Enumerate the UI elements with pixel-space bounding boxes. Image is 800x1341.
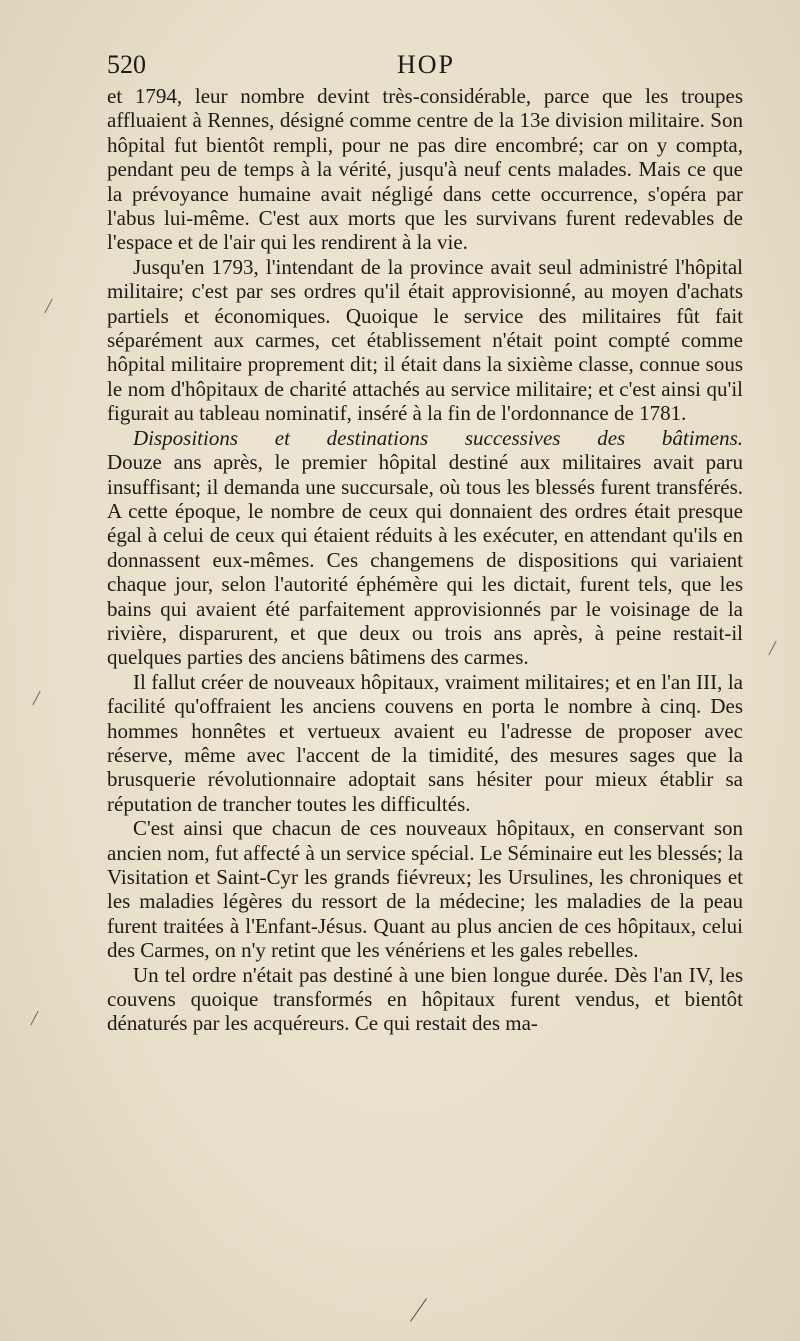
page-number: 520 — [107, 50, 146, 79]
paragraph: Douze ans après, le premier hôpital destiné aux militaires avait paru insuffisant; il demanda une succursale, où tous les blessés furent transférés. A cette époque, le nombre de ceux qui donnaient des ordres était presque égal à celui de ceux qui étaient réduits à les exécuter, en attendant qu'ils en donnassent eux-mêmes. Ces changemens de dispositions qui variaient chaque jour, selon l'autorité éphémère qui les dictait, furent tels, que les bains qui avaient été parfaitement approvisionnés par le voisinage de la rivière, disparurent, et que deux ou trois ans après, à peine restait-il quelques parties des anciens bâtimens des carmes. — [107, 450, 743, 670]
running-head: HOP — [397, 50, 456, 79]
paragraph: Un tel ordre n'était pas destiné à une bien longue durée. Dès l'an IV, les couvens quoique transformés en hôpitaux furent vendus, et bientôt dénaturés par les acquéreurs. Ce qui restait des ma- — [107, 962, 743, 1036]
margin-pencil-mark — [30, 1011, 38, 1026]
section-heading: Dispositions et destinations successives des bâtimens. — [133, 425, 743, 450]
paragraph: et 1794, leur nombre devint très-considérable, parce que les troupes affluaient à Rennes, désigné comme centre de la 13e division militaire. Son hôpital fut bientôt rempli, pour ne pas dire encombré; car on y compta, pendant peu de temps à la vérité, jusqu'à neuf cents malades. Mais ce que la prévoyance humaine avait négligé dans cette occurrence, s'opéra par l'abus lui-même. C'est aux morts que les survivans furent redevables de l'espace et de l'air qui les rendirent à la vie. — [107, 84, 743, 255]
page-header — [107, 48, 743, 82]
paragraph: Il fallut créer de nouveaux hôpitaux, vraiment militaires; et en l'an III, la facilité qu'offraient les anciens couvens en porta le nombre à cinq. Des hommes honnêtes et vertueux avaient eu l'adresse de proposer avec réserve, même avec l'accent de la timidité, des mesures sages que la brusquerie révolutionnaire adoptait sans hésiter pour mieux établir sa réputation de trancher toutes les difficultés. — [107, 669, 743, 816]
margin-pencil-mark — [32, 691, 40, 706]
body-text — [107, 84, 743, 1036]
margin-pencil-mark — [410, 1298, 427, 1322]
margin-pencil-mark — [44, 299, 52, 314]
margin-pencil-mark — [768, 641, 776, 656]
paragraph: C'est ainsi que chacun de ces nouveaux hôpitaux, en conservant son ancien nom, fut affecté à un service spécial. Le Séminaire eut les blessés; la Visitation et Saint-Cyr les grands fiévreux; les Ursulines, les chroniques et les maladies légères du ressort de la médecine; les maladies de la peau furent traitées à l'Enfant-Jésus. Quant au plus ancien de ces hôpitaux, celui des Carmes, on n'y retint que les vénériens et les gales rebelles. — [107, 816, 743, 963]
paragraph: Jusqu'en 1793, l'intendant de la province avait seul administré l'hôpital militaire; c'est par ses ordres qu'il était approvisionné, au moyen d'achats partiels et économiques. Quoique le service des militaires fût fait séparément aux carmes, cet établissement n'était point compté comme hôpital militaire proprement dit; il était dans la sixième classe, connue sous le nom d'hôpitaux de charité attachés au service militaire; et c'est ainsi qu'il figurait au tableau nominatif, inséré à la fin de l'ordonnance de 1781. — [107, 254, 743, 426]
